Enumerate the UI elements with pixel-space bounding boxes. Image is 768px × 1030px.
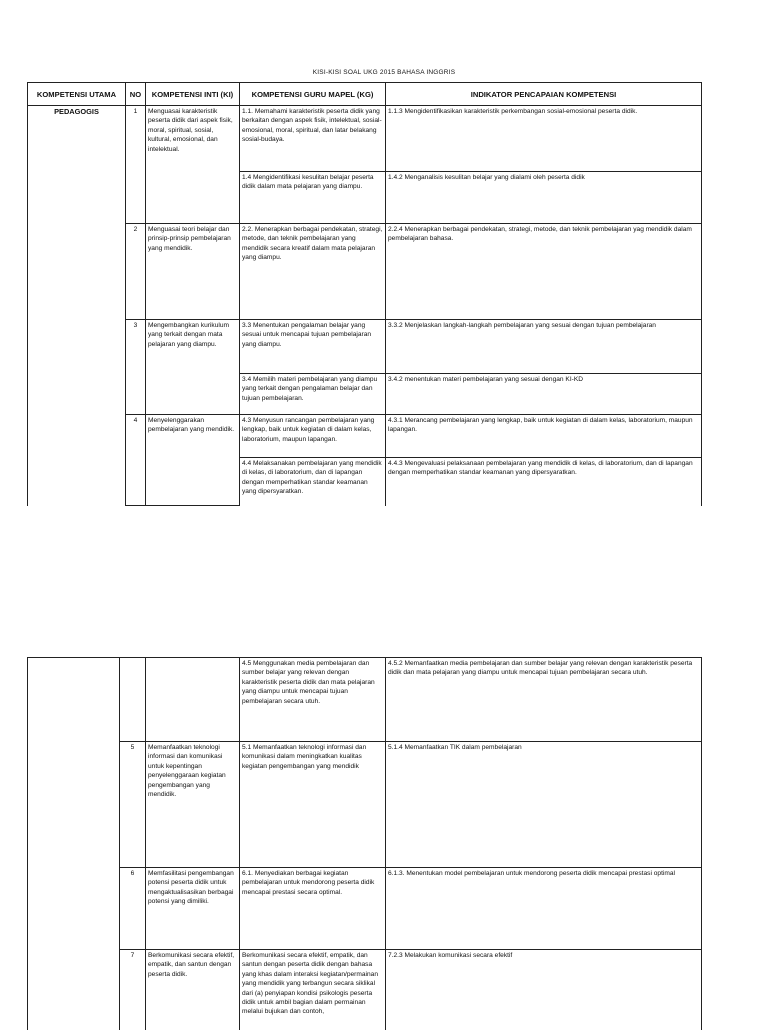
- kg-cell: 1.4 Mengidentifikasi kesulitan belajar peserta didik dalam mata pelajaran yang diampu.: [240, 172, 386, 224]
- ki-cell: Mengembangkan kurikulum yang terkait dengan mata pelajaran yang diampu.: [146, 320, 240, 415]
- table-row: [28, 742, 702, 868]
- row-no: [120, 658, 146, 742]
- ki-cell: Memanfaatkan teknologi informasi dan komunikasi untuk kepentingan penyelenggaraan kegiatan pengembangan yang mendidik.: [146, 742, 240, 868]
- table-row: [28, 415, 702, 458]
- table-row: [28, 320, 702, 374]
- kg-cell: 3.4 Memilih materi pembelajaran yang diampu yang terkait dengan pengalaman belajar dan tujuan pembelajaran.: [240, 374, 386, 415]
- row-no: 1: [126, 106, 146, 224]
- ki-cell: Memfasilitasi pengembangan potensi peserta didik untuk mengaktualisasikan berbagai potensi yang dimiliki.: [146, 868, 240, 950]
- row-no: 4: [126, 415, 146, 506]
- kg-cell: 5.1 Memanfaatkan teknologi informasi dan komunikasi dalam meningkatkan kualitas kegiatan pengembangan yang mendidik: [240, 742, 386, 868]
- ipk-cell: 3.3.2 Menjelaskan langkah-langkah pembelajaran yang sesuai dengan tujuan pembelajaran: [386, 320, 702, 374]
- row-no: 7: [120, 950, 146, 1030]
- table-row: [28, 868, 702, 950]
- ipk-cell: 2.2.4 Menerapkan berbagai pendekatan, strategi, metode, dan teknik pembelajaran yag mendidik dalam pembelajaran bahasa.: [386, 224, 702, 320]
- row-no: 6: [120, 868, 146, 950]
- table-row: [28, 950, 702, 1030]
- kg-cell: 4.3 Menyusun rancangan pembelajaran yang lengkap, baik untuk kegiatan di dalam kelas, laboratorium, maupun lapangan.: [240, 415, 386, 458]
- header-no: NO: [126, 83, 146, 106]
- ki-cell: Berkomunikasi secara efektif, empatik, dan santun dengan peserta didik.: [146, 950, 240, 1030]
- table-header-row: [28, 83, 702, 106]
- kg-cell: 2.2. Menerapkan berbagai pendekatan, strategi, metode, dan teknik pembelajaran yang mendidik secara kreatif dalam mata pelajaran yang diampu.: [240, 224, 386, 320]
- ki-cell: [146, 658, 240, 742]
- kg-cell: 3.3 Menentukan pengalaman belajar yang sesuai untuk mencapai tujuan pembelajaran yang diampu.: [240, 320, 386, 374]
- ipk-cell: 3.4.2 menentukan materi pembelajaran yang sesuai dengan KI-KD: [386, 374, 702, 415]
- ki-cell: Menyelenggarakan pembelajaran yang mendidik.: [146, 415, 240, 506]
- kompetensi-utama-cell: PEDAGOGIS: [28, 106, 126, 506]
- kisi-kisi-table-page-2: [27, 657, 702, 1030]
- header-kompetensi-guru-mapel: KOMPETENSI GURU MAPEL (KG): [240, 83, 386, 106]
- ipk-cell: 1.1.3 Mengidentifikasikan karakteristik perkembangan sosial-emosional peserta didik.: [386, 106, 702, 172]
- row-no: 5: [120, 742, 146, 868]
- header-indikator: INDIKATOR PENCAPAIAN KOMPETENSI: [386, 83, 702, 106]
- kisi-kisi-table-page-1: [27, 82, 702, 506]
- table-row: [28, 106, 702, 172]
- ipk-cell: 4.4.3 Mengevaluasi pelaksanaan pembelajaran yang mendidik di kelas, di laboratorium, dan di lapangan dengan memperhatikan standar keamanan yang dipersyaratkan.: [386, 458, 702, 506]
- ipk-cell: 5.1.4 Memanfaatkan TIK dalam pembelajaran: [386, 742, 702, 868]
- kg-cell: 1.1. Memahami karakteristik peserta didik yang berkaitan dengan aspek fisik, intelektual, sosial-emosional, moral, spiritual, dan latar belakang sosial-budaya.: [240, 106, 386, 172]
- header-kompetensi-utama: KOMPETENSI UTAMA: [28, 83, 126, 106]
- ki-cell: Menguasai karakteristik peserta didik dari aspek fisik, moral, spiritual, sosial, kultural, emosional, dan intelektual.: [146, 106, 240, 224]
- ipk-cell: 4.3.1 Merancang pembelajaran yang lengkap, baik untuk kegiatan di dalam kelas, laboratorium, maupun lapangan.: [386, 415, 702, 458]
- ki-cell: Menguasai teori belajar dan prinsip-prinsip pembelajaran yang mendidik.: [146, 224, 240, 320]
- header-kompetensi-inti: KOMPETENSI INTI (KI): [146, 83, 240, 106]
- row-no: 2: [126, 224, 146, 320]
- ipk-cell: 6.1.3. Menentukan model pembelajaran untuk mendorong peserta didik mencapai prestasi optimal: [386, 868, 702, 950]
- table-row: [28, 224, 702, 320]
- row-no: 3: [126, 320, 146, 415]
- ipk-cell: 4.5.2 Memanfaatkan media pembelajaran dan sumber belajar yang relevan dengan karakteristik peserta didik dan mata pelajaran yang diampu untuk mencapai tujuan pembelajaran secara utuh.: [386, 658, 702, 742]
- kg-cell: Berkomunikasi secara efektif, empatik, dan santun dengan peserta didik dengan bahasa yang khas dalam interaksi kegiatan/permainan yang mendidik yang terbangun secara siklikal dari (a) penyiapan kondisi psikologis peserta didik untuk ambil bagian dalam permainan melalui bujukan dan contoh,: [240, 950, 386, 1030]
- page-title: KISI-KISI SOAL UKG 2015 BAHASA INGGRIS: [312, 69, 456, 76]
- kg-cell: 6.1. Menyediakan berbagai kegiatan pembelajaran untuk mendorong peserta didik mencapai prestasi secara optimal.: [240, 868, 386, 950]
- kg-cell: 4.5 Menggunakan media pembelajaran dan sumber belajar yang relevan dengan karakteristik peserta didik dan mata pelajaran yang diampu untuk mencapai tujuan pembelajaran secara utuh.: [240, 658, 386, 742]
- table-row: [28, 658, 702, 742]
- kg-cell: 4.4 Melaksanakan pembelajaran yang mendidik di kelas, di laboratorium, dan di lapangan dengan memperhatikan standar keamanan yang dipersyaratkan.: [240, 458, 386, 506]
- kompetensi-utama-cell-continued: [28, 658, 120, 1030]
- ipk-cell: 1.4.2 Menganalisis kesulitan belajar yang dialami oleh peserta didik: [386, 172, 702, 224]
- ipk-cell: 7.2.3 Melakukan komunikasi secara efektif: [386, 950, 702, 1030]
